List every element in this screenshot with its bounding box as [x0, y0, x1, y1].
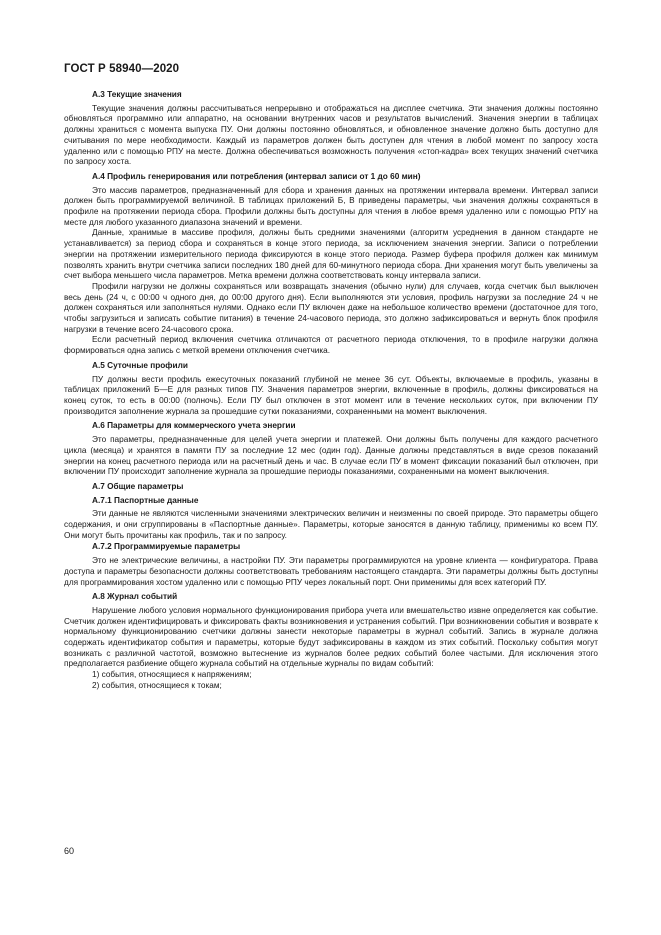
document-header: ГОСТ Р 58940—2020: [64, 63, 180, 75]
paragraph: ПУ должны вести профиль ежесуточных показаний глубиной не менее 36 сут. Объекты, включаемые в профиль, указаны в таблицах приложений Б—Е для разных типов ПУ. Значения параметров энергии, включенные в профиль, должны фиксироваться на конец суток, то есть в 00:00 (полночь). Если ПУ был отключен в этот момент или в течение нескольких суток, при включении ПУ производится заполнение журнала за прошедшие сутки показаниями, сохраненными на момент выключения.: [64, 374, 598, 416]
paragraph: Эти данные не являются численными значениями электрических величин и неизменны по своей природе. Это параметры общего содержания, и они сгруппированы в «Паспортные данные». Параметры, которые заносятся в данную таблицу, применимы ко всем ПУ. Они могут быть прочитаны как профиль, так и по запросу.: [64, 509, 598, 540]
page-number: 60: [64, 846, 75, 856]
section-heading: A.5 Суточные профили: [92, 360, 188, 370]
paragraph: Это параметры, предназначенные для целей учета энергии и платежей. Они должны быть получены для каждого расчетного цикла (месяца) и хранятся в памяти ПУ за последние 12 мес (один год). Данные должны представляться в виде срезов показаний энергии на конец расчетного периода или на расчетный день и час. В случае если ПУ в момент фиксации показаний был отключен, при включении ПУ происходит заполнение журнала за прошедшие периоды показаниями, сохраненными на момент выключения.: [64, 435, 598, 477]
section-heading: A.7 Общие параметры: [92, 481, 184, 491]
paragraph: Профили нагрузки не должны сохраняться или возвращать значения (обычно нули) для случаев, когда счетчик был выключен весь день (24 ч, с 00:00 ч одного дня, до 00:00 другого дня). Если выполняются эти условия, профиль нагрузки за последние 24 ч не должен сохраняться или заполняться нулями. Однако если ПУ включен даже на небольшое количество времени (достаточное для того, чтобы загрузиться и записать событие питания) в течение 24-часового периода, это должно зафиксироваться и вернуть блок профиля нагрузки в течение всего 24-часового срока.: [64, 281, 598, 334]
paragraph: Данные, хранимые в массиве профиля, должны быть средними значениями (алгоритм усреднения в данном стандарте не устанавливается) за период сбора и сохраняться в конце этого периода, за исключением значения энергии. Записи о потреблении энергии на протяжении измерительного периода фиксируются в конце этого периода. Размер буфера профиля должен как минимум позволять хранить внутри счетчика записи последних 180 дней для 60-минутного периода сбора. Дни хранения могут быть увеличены за счет выбора меньшего числа параметров. Метка времени должна соответствовать концу интервала записи.: [64, 228, 598, 281]
section-heading: A.6 Параметры для коммерческого учета энергии: [92, 421, 296, 431]
paragraph: Это массив параметров, предназначенный для сбора и хранения данных на протяжении интервала времени. Интервал записи должен быть программируемой величиной. В таблицах приложений Б, В приведены параметры, чьи значения должны сохраняться в профиле на протяжении периода сбора. Профили должны быть доступны для чтения в любое время удаленно или с помощью РПУ на месте для любого указанного диапазона значений и времени.: [64, 185, 598, 227]
subsection-heading: A.7.2 Программируемые параметры: [92, 542, 241, 552]
section-heading: A.8 Журнал событий: [92, 592, 178, 602]
list-item: 1) события, относящиеся к напряжениям;: [92, 670, 252, 680]
paragraph: Нарушение любого условия нормального функционирования прибора учета или вмешательство извне определяется как событие. Счетчик должен идентифицировать и фиксировать факты возникновения и устранения событий. При возникновении события и возврате к нормальному функционированию счетчики должны занести некоторые параметры в журнал событий. Запись в журнале должна содержать идентификатор события и параметры, которые будут зафиксированы в каждом из этих событий. Поскольку события могут возникать с различной частотой, возможно вытеснение из журналов более редких событий более частыми. Для исключения этого предполагается разбиение общего журнала событий на отдельные журналы по видам событий:: [64, 605, 598, 669]
subsection-heading: A.7.1 Паспортные данные: [92, 495, 199, 505]
list-item: 2) события, относящиеся к токам;: [92, 680, 222, 690]
page-content: [64, 86, 598, 692]
paragraph: Если расчетный период включения счетчика отличаются от расчетного периода отключения, то в профиле нагрузки должна формироваться одна запись с меткой времени отключения счетчика.: [64, 335, 598, 356]
paragraph: Это не электрические величины, а настройки ПУ. Эти параметры программируются на уровне клиента — конфигуратора. Права доступа и параметры безопасности должны соответствовать требованиям настоящего стандарта. Эти параметры должны быть доступны для программирования хостом удаленно или с помощью РПУ через локальный порт. Они применимы для всех категорий ПУ.: [64, 556, 598, 587]
paragraph: Текущие значения должны рассчитываться непрерывно и отображаться на дисплее счетчика. Эти значения должны постоянно обновляться программно или аппаратно, на основании внутренних часов и результатов вычислений. Значения энергии в таблицах должны храниться с момента выпуска ПУ. Они должны постоянно обновляться, и обновленное значение должно быть доступно для считывания по мере необходимости. Каждый из параметров должен быть доступен для чтения в любой момент по запросу хоста удаленно или с помощью РПУ на месте. Должна обеспечиваться возможность получения «стоп-кадра» всех текущих значений счетчика по запросу хоста.: [64, 103, 598, 167]
section-heading: A.4 Профиль генерирования или потребления (интервал записи от 1 до 60 мин): [92, 171, 421, 181]
section-heading: A.3 Текущие значения: [92, 90, 182, 99]
